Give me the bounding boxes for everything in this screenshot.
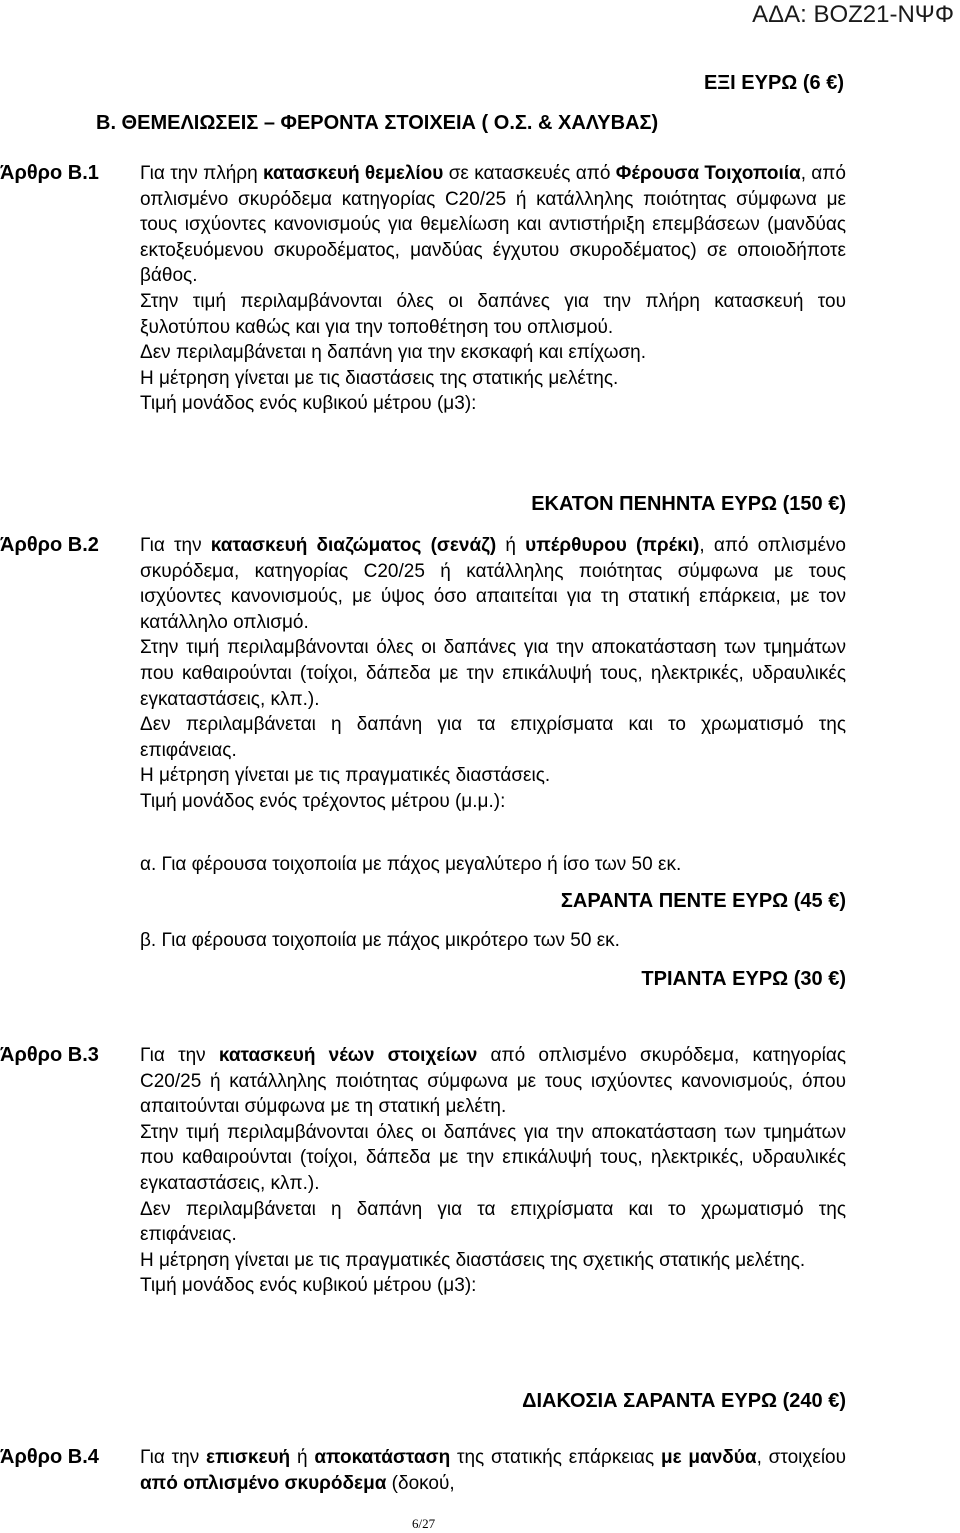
- article-b2-inclusions: Στην τιμή περιλαμβάνονται όλες οι δαπάνες για την αποκατάσταση των τμημάτων που καθαιρούνται (τοίχοι, δάπεδα με την επικάλυψή τους, ηλεκτρικές, υδραυλικές εγκαταστάσεις, κλπ.).: [140, 637, 846, 710]
- article-b1-measurement: Η μέτρηση γίνεται με τις διαστάσεις της στατικής μελέτης.: [140, 367, 619, 389]
- article-b2-option-b: β. Για φέρουσα τοιχοποιία με πάχος μικρότερο των 50 εκ.: [140, 930, 620, 951]
- section-title: Β. ΘΕΜΕΛΙΩΣΕΙΣ – ΦΕΡΟΝΤΑ ΣΤΟΙΧΕΙΑ ( Ο.Σ. & ΧΑΛΥΒΑΣ): [96, 112, 659, 134]
- article-b4-body: [140, 1445, 846, 1496]
- article-b3-label: Άρθρο Β.3: [0, 1044, 99, 1066]
- article-b2-price-b: ΤΡΙΑΝΤΑ ΕΥΡΩ (30 €): [641, 968, 846, 990]
- article-b3-inclusions: Στην τιμή περιλαμβάνονται όλες οι δαπάνες για την αποκατάσταση των τμημάτων που καθαιρούνται (τοίχοι, δάπεδα με την επικάλυψή τους, ηλεκτρικές, υδραυλικές εγκαταστάσεις, κλπ.).: [140, 1121, 846, 1194]
- article-b1-body: [140, 161, 846, 417]
- article-b4-description: Για την επισκευή ή αποκατάσταση της στατικής επάρκειας με μανδύα, στοιχείου από οπλισμένο σκυρόδεμα (δοκού,: [140, 1447, 847, 1494]
- article-b1-description: Για την πλήρη κατασκευή θεμελίου σε κατασκευές από Φέρουσα Τοιχοποιία, από οπλισμένο σκυρόδεμα κατηγορίας C20/25 ή κατάλληλης ποιότητας σύμφωνα με τους ισχύοντες κανονισμούς για θεμελίωση και αντιστήριξη επεμβάσεων (μανδύας εκτοξευόμενου σκυροδέματος, μανδύας έγχυτου σκυροδέματος) σε οποιοδήποτε βάθος.: [140, 163, 846, 287]
- article-b2-description: Για την κατασκευή διαζώματος (σενάζ) ή υπέρθυρου (πρέκι), από οπλισμένο σκυρόδεμα, κατηγορίας C20/25 ή κατάλληλης ποιότητας σύμφωνα με τους ισχύοντες κανονισμούς, με ύψος όσο απαιτείται για τη στατική επάρκεια, με τον κατάλληλο οπλισμό.: [140, 535, 846, 633]
- article-b2-option-a: α. Για φέρουσα τοιχοποιία με πάχος μεγαλύτερο ή ίσο των 50 εκ.: [140, 854, 682, 875]
- document-ada-code: ΑΔΑ: ΒΟΖ21-ΝΨΦ: [752, 1, 954, 28]
- article-b1-exclusions: Δεν περιλαμβάνεται η δαπάνη για την εκσκαφή και επίχωση.: [140, 342, 647, 364]
- section-price: ΕΞΙ ΕΥΡΩ (6 €): [703, 72, 844, 94]
- article-b3-body: [140, 1043, 846, 1299]
- article-b2-label: Άρθρο Β.2: [0, 534, 99, 556]
- article-b3-measurement: Η μέτρηση γίνεται με τις πραγματικές διαστάσεις της σχετικής στατικής μελέτης.: [140, 1249, 806, 1271]
- article-b1-price: ΕΚΑΤΟΝ ΠΕΝΗΝΤΑ ΕΥΡΩ (150 €): [531, 493, 846, 515]
- article-b3-description: Για την κατασκευή νέων στοιχείων από οπλισμένο σκυρόδεμα, κατηγορίας C20/25 ή κατάλληλης ποιότητας σύμφωνα με τους ισχύοντες κανονισμούς, όπου απαιτούνται σύμφωνα με τη στατική μελέτη.: [140, 1045, 847, 1118]
- article-b2-body: [140, 533, 846, 815]
- article-b3-exclusions: Δεν περιλαμβάνεται η δαπάνη για τα επιχρίσματα και το χρωματισμό της επιφάνειας.: [140, 1198, 846, 1246]
- article-b2-price-a: ΣΑΡΑΝΤΑ ΠΕΝΤΕ ΕΥΡΩ (45 €): [560, 890, 846, 912]
- article-b3-unit-price-label: Τιμή μονάδος ενός κυβικού μέτρου (μ3):: [140, 1275, 477, 1297]
- article-b2-unit-price-label: Τιμή μονάδος ενός τρέχοντος μέτρου (μ.μ.):: [140, 790, 506, 812]
- article-b1-unit-price-label: Τιμή μονάδος ενός κυβικού μέτρου (μ3):: [140, 393, 477, 415]
- article-b2-measurement: Η μέτρηση γίνεται με τις πραγματικές διαστάσεις.: [140, 765, 551, 787]
- article-b1-label: Άρθρο Β.1: [0, 162, 99, 184]
- article-b2-exclusions: Δεν περιλαμβάνεται η δαπάνη για τα επιχρίσματα και το χρωματισμό της επιφάνειας.: [140, 714, 846, 761]
- article-b3-price: ΔΙΑΚΟΣΙΑ ΣΑΡΑΝΤΑ ΕΥΡΩ (240 €): [522, 1390, 846, 1412]
- article-b4-label: Άρθρο Β.4: [0, 1446, 99, 1468]
- page-number: 6/27: [412, 1516, 436, 1531]
- article-b1-inclusions: Στην τιμή περιλαμβάνονται όλες οι δαπάνες για την πλήρη κατασκευή του ξυλοτύπου καθώς και για την τοποθέτηση του οπλισμού.: [140, 290, 846, 338]
